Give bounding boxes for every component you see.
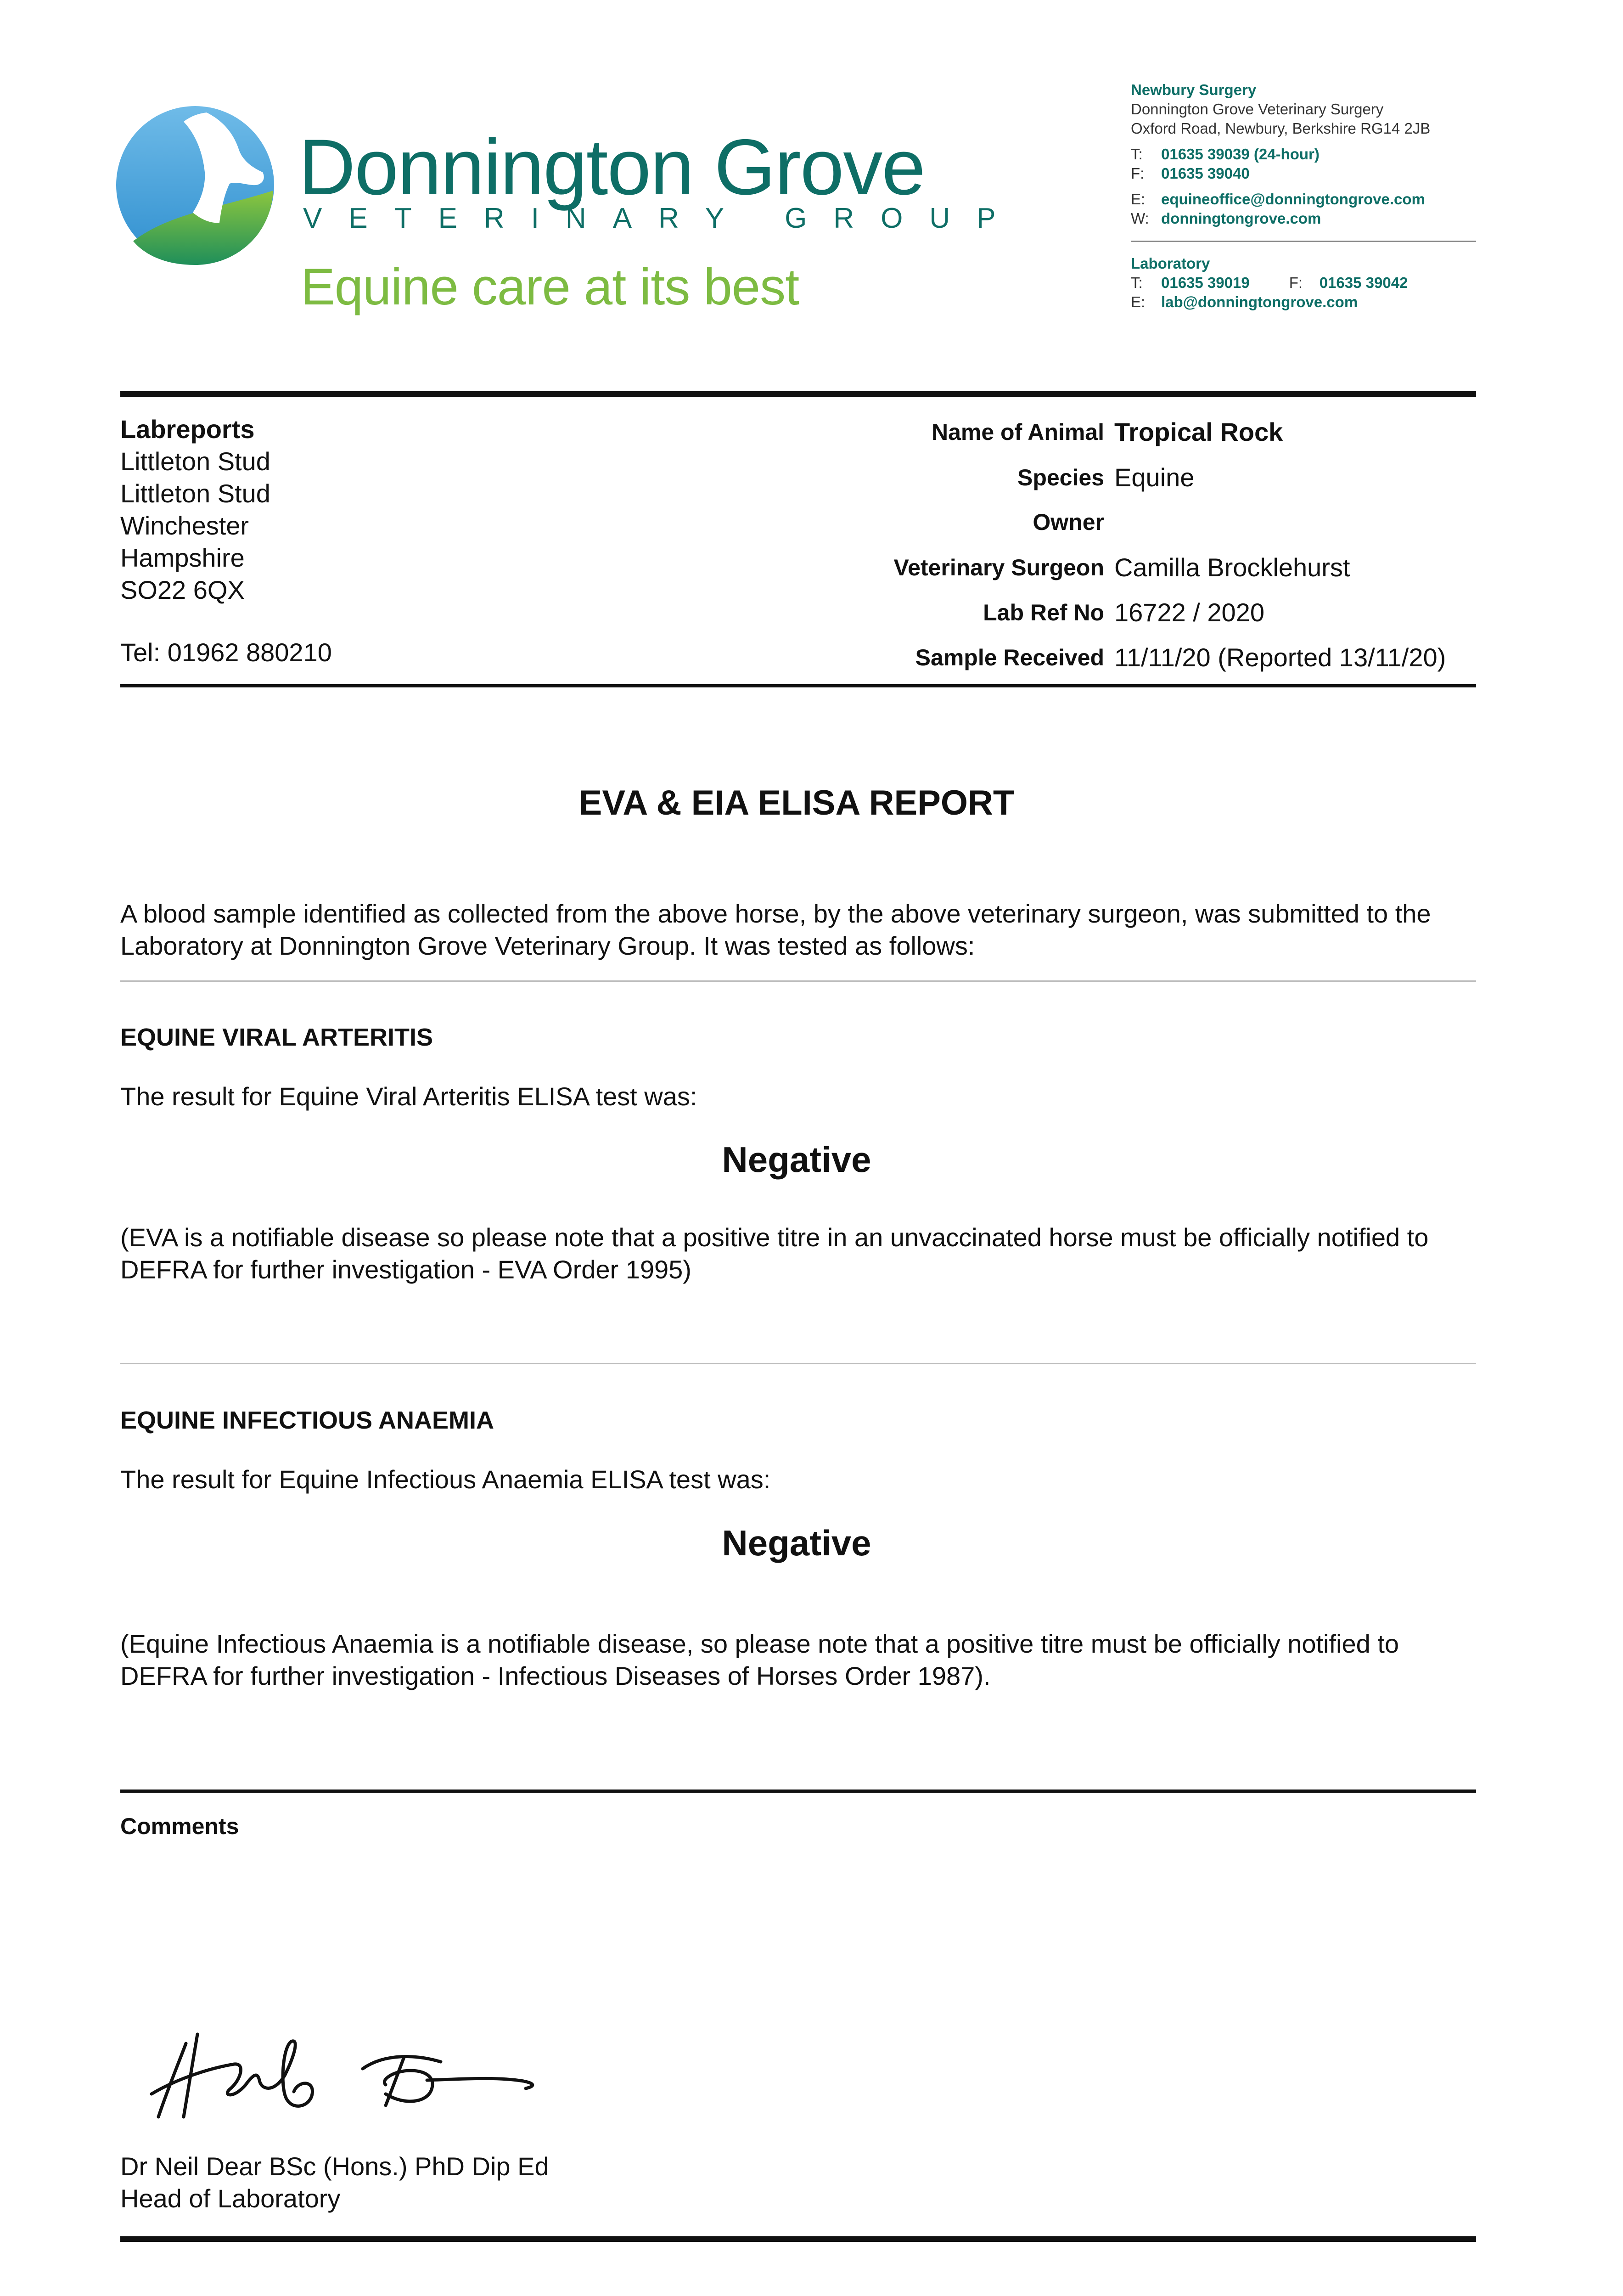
- brand-name: Donnington Grove: [298, 123, 925, 211]
- eva-note: (EVA is a notifiable disease so please note that a positive titre in an unvaccinated horse must be officially notified to DEFRA for further investigation - EVA Order 1995): [120, 1223, 1429, 1284]
- owner-label: Owner: [1033, 509, 1104, 535]
- details-divider: [120, 684, 1476, 687]
- eva-heading: EQUINE VIRAL ARTERITIS: [120, 1024, 433, 1051]
- lab-fax-label: F:: [1289, 274, 1303, 291]
- header-divider: [120, 391, 1476, 397]
- laboratory-contact: [1131, 254, 1408, 312]
- email-label: E:: [1131, 191, 1146, 208]
- address-line: Littleton Stud: [120, 479, 270, 508]
- web-label: W:: [1131, 210, 1149, 227]
- fax-label: F:: [1131, 165, 1145, 182]
- section-divider: [120, 1363, 1476, 1364]
- received-value: 11/11/20 (Reported 13/11/20): [1114, 643, 1446, 672]
- report-title: EVA & EIA ELISA REPORT: [578, 783, 1015, 822]
- address-line: Littleton Stud: [120, 447, 270, 476]
- address-postcode: SO22 6QX: [120, 575, 245, 604]
- eva-lead: The result for Equine Viral Arteritis ELISA test was:: [120, 1082, 697, 1111]
- species-value: Equine: [1114, 463, 1195, 492]
- lab-email-label: E:: [1131, 293, 1146, 310]
- eia-result: Negative: [722, 1523, 871, 1563]
- horse-head-logo-icon: [115, 103, 275, 266]
- comments-divider: [120, 1790, 1476, 1793]
- surgery-name: Donnington Grove Veterinary Surgery: [1131, 101, 1384, 118]
- eia-heading: EQUINE INFECTIOUS ANAEMIA: [120, 1407, 494, 1434]
- tel-label: T:: [1131, 146, 1143, 163]
- animal-name-label: Name of Animal: [931, 419, 1104, 445]
- comments-label: Comments: [120, 1813, 239, 1839]
- address-line: Winchester: [120, 511, 249, 540]
- intro-paragraph: A blood sample identified as collected from the above horse, by the above veterinary surgeon, was submitted to the Laboratory at Donnington Grove Veterinary Group. It was tested as follows:: [120, 899, 1431, 960]
- species-label: Species: [1017, 465, 1104, 490]
- eva-result: Negative: [722, 1139, 871, 1180]
- signatory-title: Head of Laboratory: [120, 2184, 341, 2213]
- vet-label: Veterinary Surgeon: [893, 555, 1104, 580]
- lab-heading: Laboratory: [1131, 255, 1210, 272]
- eia-note: (Equine Infectious Anaemia is a notifiable disease, so please note that a positive titre must be officially notified to DEFRA for further investigation - Infectious Diseases of Horses Order 1987).: [120, 1629, 1399, 1690]
- signature-icon: [147, 2025, 560, 2126]
- recipient-name: Labreports: [120, 415, 255, 444]
- animal-name: Tropical Rock: [1114, 417, 1283, 446]
- recipient-tel: Tel: 01962 880210: [120, 638, 332, 667]
- lab-tel-label: T:: [1131, 274, 1143, 291]
- signatory-block: [120, 2150, 549, 2215]
- signatory-name: Dr Neil Dear BSc (Hons.) PhD Dip Ed: [120, 2152, 549, 2181]
- section-divider: [120, 980, 1476, 982]
- lab-tel: 01635 39019: [1161, 274, 1250, 291]
- lab-email-link[interactable]: lab@donningtongrove.com: [1161, 293, 1358, 310]
- tagline: Equine care at its best: [301, 258, 799, 315]
- vet-value: Camilla Brocklehurst: [1114, 553, 1350, 582]
- labref-label: Lab Ref No: [983, 600, 1104, 625]
- surgery-contact: [1131, 80, 1430, 228]
- surgery-fax: 01635 39040: [1161, 165, 1250, 182]
- lab-fax: 01635 39042: [1319, 274, 1408, 291]
- website-link[interactable]: donningtongrove.com: [1161, 210, 1321, 227]
- footer-divider: [120, 2236, 1476, 2242]
- received-label: Sample Received: [915, 645, 1104, 670]
- contact-divider: [1131, 241, 1476, 242]
- surgery-email-link[interactable]: equineoffice@donningtongrove.com: [1161, 191, 1425, 208]
- recipient-address: [120, 413, 270, 606]
- surgery-heading: Newbury Surgery: [1131, 81, 1257, 98]
- address-line: Hampshire: [120, 543, 245, 572]
- surgery-address: Oxford Road, Newbury, Berkshire RG14 2JB: [1131, 120, 1431, 137]
- labref-value: 16722 / 2020: [1114, 598, 1264, 627]
- brand-subtitle: VETERINARY GROUP: [303, 203, 1022, 234]
- eia-lead: The result for Equine Infectious Anaemia ELISA test was:: [120, 1465, 771, 1494]
- surgery-tel: 01635 39039 (24-hour): [1161, 146, 1320, 163]
